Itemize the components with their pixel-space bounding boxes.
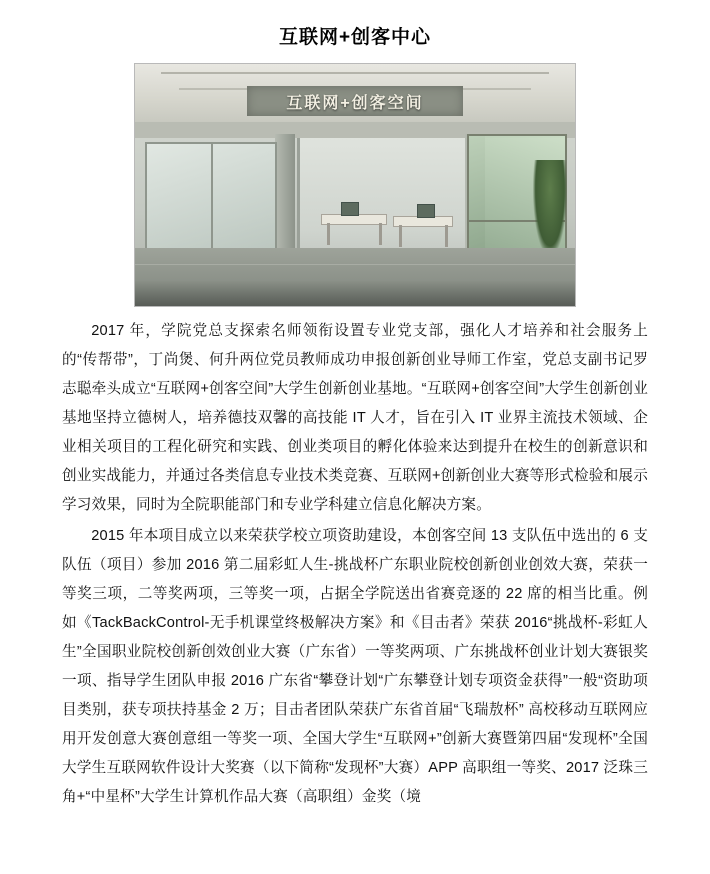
- photo-desk-leg: [379, 223, 382, 245]
- photo-vignette: [135, 280, 575, 306]
- paragraph-1: 2017 年，学院党总支探索名师领衔设置专业党支部，强化人才培养和社会服务上的“传帮带”，丁尚煲、何升两位党员教师成功申报创新创业导师工作室，党总支副书记罗志聪牵头成立“互联网+创客空间”大学生创新创业基地。“互联网+创客空间”大学生创新创业基地坚持立德树人，培养德技双馨的高技能 IT 人才，旨在引入 IT 业界主流技术领域、企业相关项目的工程化研究和实践、创业类项目的孵化体验来达到提升在校生的创新意识和创业实战能力，并通过各类信息专业技术类竞赛、互联网+创新创业大赛等形式检验和展示学习效果，同时为全院职能部门和专业学科建立信息化解决方案。: [62, 323, 648, 513]
- photo-monitor: [417, 204, 435, 218]
- body-text: [62, 317, 648, 812]
- photo-plant: [533, 160, 567, 256]
- maker-space-photo: [134, 63, 576, 307]
- paragraph-2: 2015 年本项目成立以来荣获学校立项资助建设，本创客空间 13 支队伍中选出的 6 支队伍（项目）参加 2016 第二届彩虹人生-挑战杯广东职业院校创新创业创效大赛，荣获一等奖三项，二等奖两项，三等奖一项，占据全学院送出省赛竞逐的 22 席的相当比重。例如《TackBackControl-无手机课堂终极解决方案》和《目击者》荣获 2016“挑战杯-彩虹人生”全国职业院校创新创效创业大赛（广东省）一等奖两项、广东挑战杯创业计划大赛银奖一项、指导学生团队申报 2016 广东省“攀登计划“广东攀登计划专项资金获得”一般“资助项目类别，获专项扶持基金 2 万；目击者团队荣获广东省首届“飞瑞敖杯” 高校移动互联网应用开发创意大赛创意组一等奖一项、全国大学生“互联网+”创新大赛暨第四届“发现杯”全国大学生互联网软件设计大奖赛（以下简称“发现杯”大赛）APP 高职组一等奖、2017 泛珠三角+“中星杯”大学生计算机作品大赛（高职组）金奖（境: [62, 528, 648, 805]
- document-page: [0, 22, 710, 874]
- photo-desk-leg: [445, 225, 448, 247]
- photo-monitor: [341, 202, 359, 216]
- photo-desk-leg: [399, 225, 402, 247]
- page-title: 互联网+创客中心: [278, 27, 432, 48]
- photo-banner-text: 互联网+创客空间: [286, 94, 424, 112]
- photo-banner: [247, 86, 463, 116]
- photo-desk-leg: [327, 223, 330, 245]
